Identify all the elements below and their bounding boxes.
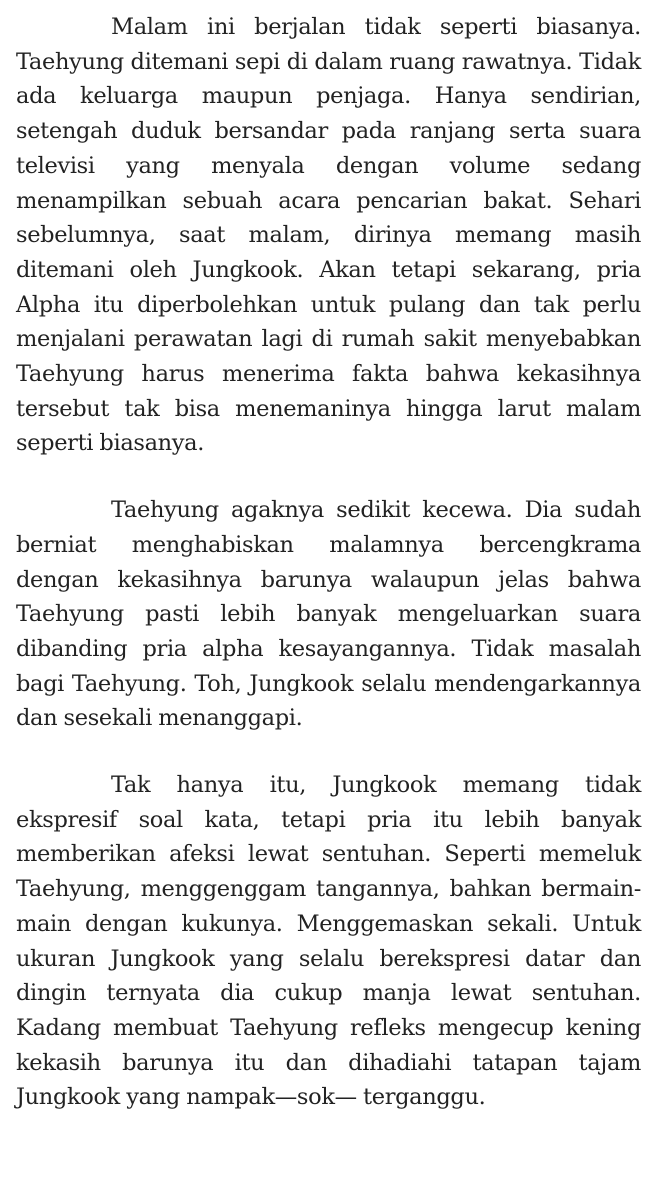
paragraph-1: Malam ini berjalan tidak seperti biasanya. Taehyung ditemani sepi di dalam ruang rawatnya. Tidak ada keluarga maupun penjaga. Hanya sendirian, setengah duduk bersandar pada ranjang serta suara televisi yang menyala dengan volume sedang menampilkan sebuah acara pencarian bakat. Sehari sebelumnya, saat malam, dirinya memang masih ditemani oleh Jungkook. Akan tetapi sekarang, pria Alpha itu diperbolehkan untuk pulang dan tak perlu menjalani perawatan lagi di rumah sakit menyebabkan Taehyung harus menerima fakta bahwa kekasihnya tersebut tak bisa menemaninya hingga larut malam seperti biasanya. [16, 14, 641, 457]
paragraph-3: Tak hanya itu, Jungkook memang tidak ekspresif soal kata, tetapi pria itu lebih banyak memberikan afeksi lewat sentuhan. Seperti memeluk Taehyung, menggenggam tangannya, bahkan bermain-main dengan kukunya. Menggemaskan sekali. Untuk ukuran Jungkook yang selalu berekspresi datar dan dingin ternyata dia cukup manja lewat sentuhan. Kadang membuat Taehyung refleks mengecup kening kekasih barunya itu dan dihadiahi tatapan tajam Jungkook yang nampak—sok— terganggu. [16, 772, 641, 1111]
paragraph-2: Taehyung agaknya sedikit kecewa. Dia sudah berniat menghabiskan malamnya bercengkrama dengan kekasihnya barunya walaupun jelas bahwa Taehyung pasti lebih banyak mengeluarkan suara dibanding pria alpha kesayangannya. Tidak masalah bagi Taehyung. Toh, Jungkook selalu mendengarkannya dan sesekali menanggapi. [16, 497, 641, 732]
